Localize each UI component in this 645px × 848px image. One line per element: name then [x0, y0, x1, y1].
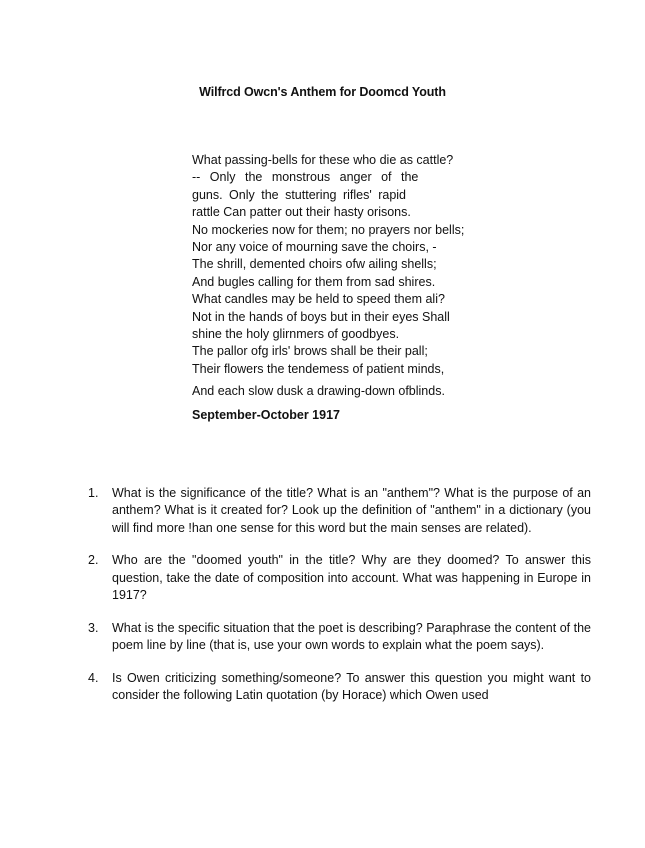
question-item	[88, 552, 591, 604]
question-list	[88, 485, 591, 720]
question-number: 2.	[88, 553, 99, 568]
poem-line: The shrill, demented choirs ofw ailing shells;	[192, 257, 437, 272]
poem-line: shine the holy glirnmers of goodbyes.	[192, 326, 400, 341]
poem-date: September-October 1917	[192, 408, 340, 423]
poem-line: What passing-bells for these who die as cattle?	[192, 153, 454, 167]
question-item	[88, 670, 591, 705]
poem-line: guns. Only the stuttering rifles' rapid	[192, 187, 407, 202]
poem-line: And bugles calling for them from sad shires.	[192, 274, 436, 289]
poem-line: No mockeries now for them; no prayers nor bells;	[192, 222, 465, 237]
question-number: 1.	[88, 486, 99, 500]
document-title: Wilfrcd Owcn's Anthem for Doomcd Youth	[199, 85, 446, 99]
poem-line: The pallor ofg irls' brows shall be their pall;	[192, 344, 428, 359]
poem-line: rattle Can patter out their hasty orisons.	[192, 205, 411, 220]
poem-line: Nor any voice of mourning save the choirs, -	[192, 239, 437, 254]
question-text: Is Owen criticizing something/someone? To answer this question you might want to consider the following Latin quotation (by Horace) which Owen used	[112, 670, 591, 703]
question-number: 4.	[88, 670, 99, 685]
poem-line: -- Only the monstrous anger of the	[192, 170, 419, 185]
question-item	[88, 485, 591, 537]
question-item	[88, 620, 591, 655]
poem-line: Their flowers the tendemess of patient minds,	[192, 361, 445, 376]
poem-line: Not in the hands of boys but in their eyes Shall	[192, 309, 450, 324]
question-number: 3.	[88, 620, 99, 635]
poem-last-line: And each slow dusk a drawing-down ofblinds.	[192, 384, 445, 399]
poem-block	[192, 152, 512, 424]
question-text: What is the significance of the title? What is an "anthem"? What is the purpose of an anthem? What is it created for? Look up the definition of "anthem" in a dictionary (you will find more !han one sense for this word but the main senses are related).	[112, 486, 591, 535]
poem-line: What candles may be held to speed them ali?	[192, 292, 445, 307]
question-text: What is the specific situation that the poet is describing? Paraphrase the content of the poem line by line (that is, use your own words to explain what the poem says).	[112, 620, 591, 653]
question-text: Who are the "doomed youth" in the title? Why are they doomed? To answer this question, take the date of composition into account. What was happening in Europe in 1917?	[112, 553, 591, 602]
